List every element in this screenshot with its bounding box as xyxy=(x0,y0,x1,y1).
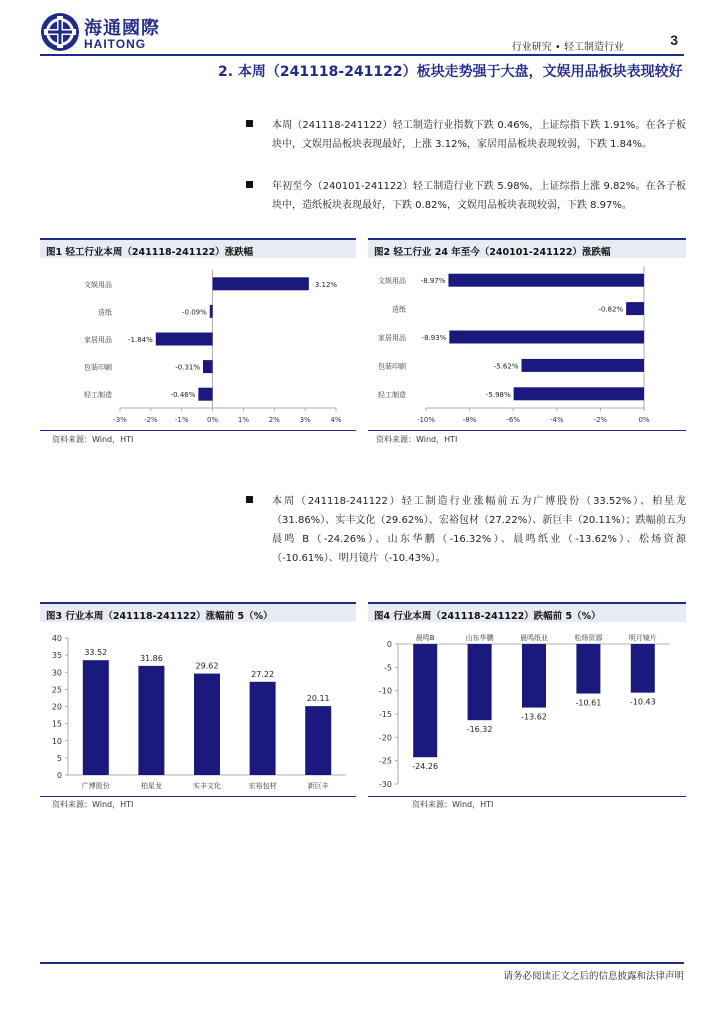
bar xyxy=(449,331,644,344)
category-label: 包装印刷 xyxy=(84,363,112,372)
bullet-weekly-performance xyxy=(246,116,686,154)
fig4-chart xyxy=(368,626,686,794)
bar xyxy=(522,644,546,708)
y-tick-label: 15 xyxy=(51,719,62,729)
category-label: 新巨丰 xyxy=(307,782,329,790)
y-tick-label: 20 xyxy=(51,702,62,712)
section-title-text: 本周（241118-241122）板块走势强于大盘，文娱用品板块表现较好 xyxy=(237,64,683,80)
y-tick-label: 5 xyxy=(56,753,62,763)
data-label: 20.11 xyxy=(306,694,330,704)
y-tick-label: 25 xyxy=(51,685,62,695)
category-label: 轻工制造 xyxy=(84,391,112,400)
data-label: -10.61 xyxy=(575,698,602,708)
x-tick-label: -2% xyxy=(593,416,608,424)
category-label: 实丰文化 xyxy=(193,782,221,790)
y-tick-label: 30 xyxy=(51,668,62,678)
fig1-bottom-rule xyxy=(40,430,356,431)
haitong-logo xyxy=(40,12,172,52)
x-tick-label: 3% xyxy=(299,416,311,424)
category-label: 文娱用品 xyxy=(84,280,112,289)
category-label: 造纸 xyxy=(98,308,112,317)
data-label: -8.93% xyxy=(421,334,447,342)
data-label: -8.97% xyxy=(420,277,446,286)
bullet-text: 年初至今（240101-241122）轻工制造行业下跌 5.98%，上证综指上涨 9.82%。在各子板块中，造纸板块表现最好，下跌 0.82%，文娱用品板块表现较弱，下跌 8.97%。 xyxy=(272,181,686,211)
haitong-emblem-icon xyxy=(40,12,80,52)
fig2-source: 资料来源：Wind，HTI xyxy=(376,435,458,444)
category-label: 轻工制造 xyxy=(378,390,406,399)
logo-chinese-text: 海通國際 xyxy=(84,18,160,39)
bar xyxy=(213,277,309,290)
page-number: 3 xyxy=(670,32,678,48)
bar xyxy=(626,302,644,315)
category-label: 晨鸣纸业 xyxy=(520,634,548,642)
category-label: 柏星龙 xyxy=(140,782,162,790)
x-tick-label: -8% xyxy=(462,416,477,424)
bar xyxy=(305,706,331,775)
bullet-text: 本周（241118-241122）轻工制造行业涨幅前五为广博股份（33.52%）、柏星龙（31.86%）、实丰文化（29.62%）、宏裕包材（27.22%）、新巨丰（20.11%）；跌幅前五为晨鸣 B（-24.26%）、山东华鹏（-16.32%）、晨鸣纸业（-13.62%）、松炀资源（-10.61%）、明月镜片（-10.43%）。 xyxy=(272,496,686,564)
data-label: 31.86 xyxy=(139,653,163,663)
category-label: 松炀资源 xyxy=(574,634,603,642)
fig2-chart xyxy=(368,262,686,428)
data-label: -5.98% xyxy=(485,390,511,399)
y-tick-label: -10 xyxy=(378,686,392,696)
category-label: 明月镜片 xyxy=(628,634,657,642)
bar xyxy=(250,682,276,775)
fig4-title: 图4 行业本周（241118-241122）跌幅前 5（%） xyxy=(368,602,686,622)
y-tick-label: -5 xyxy=(384,663,392,673)
bar xyxy=(156,333,213,346)
bullet-square-icon xyxy=(246,181,253,188)
fig4-bottom-rule xyxy=(368,796,686,797)
bar xyxy=(83,660,109,775)
bar xyxy=(448,274,644,287)
y-tick-label: 35 xyxy=(51,651,62,661)
x-tick-label: 0% xyxy=(638,416,650,424)
section-title xyxy=(218,62,688,82)
bar xyxy=(576,644,600,694)
bar xyxy=(194,674,220,775)
category-label: 山东华鹏 xyxy=(465,634,494,642)
category-label: 家居用品 xyxy=(84,336,112,344)
x-tick-label: 4% xyxy=(330,416,342,424)
category-label: 广博股份 xyxy=(81,782,110,790)
bullet-ytd-performance xyxy=(246,177,686,215)
bar xyxy=(198,388,212,401)
y-tick-label: -20 xyxy=(378,733,392,743)
category-label: 包装印刷 xyxy=(378,362,406,371)
bullet-top-movers xyxy=(246,492,686,568)
x-tick-label: -3% xyxy=(113,416,127,424)
category-label: 文娱用品 xyxy=(378,277,406,286)
bullet-text: 本周（241118-241122）轻工制造行业指数下跌 0.46%，上证综指下跌 1.91%。在各子板块中，文娱用品板块表现最好，上涨 3.12%，家居用品板块表现较弱，下跌 1.84%。 xyxy=(272,120,686,150)
fig3-bottom-rule xyxy=(40,796,356,797)
bar xyxy=(203,360,213,373)
x-tick-label: 1% xyxy=(237,416,249,424)
data-label: 27.22 xyxy=(251,669,275,679)
fig3-title: 图3 行业本周（241118-241122）涨幅前 5（%） xyxy=(40,602,356,622)
y-tick-label: -15 xyxy=(378,710,392,719)
header-divider xyxy=(40,54,684,56)
y-tick-label: 0 xyxy=(386,640,392,649)
y-tick-label: -25 xyxy=(378,756,392,766)
fig3-source: 资料来源：Wind，HTI xyxy=(52,800,134,809)
fig4-source: 资料来源：Wind，HTI xyxy=(412,800,494,809)
bar xyxy=(210,305,213,318)
fig2-bottom-rule xyxy=(368,430,686,431)
fig2-title: 图2 轻工行业 24 年至今（240101-241122）涨跌幅 xyxy=(368,238,686,258)
x-tick-label: -6% xyxy=(506,416,521,424)
data-label: 3.12% xyxy=(314,280,338,289)
data-label: 33.52 xyxy=(84,648,108,658)
footer-divider xyxy=(40,962,684,964)
fig3-chart xyxy=(40,626,356,794)
x-tick-label: -2% xyxy=(144,416,158,424)
data-label: -10.43 xyxy=(629,697,656,707)
fig1-chart xyxy=(40,262,356,428)
category-label: 造纸 xyxy=(392,305,406,314)
bar xyxy=(468,644,492,720)
fig1-title: 图1 轻工行业本周（241118-241122）涨跌幅 xyxy=(40,238,356,258)
fig1-source: 资料来源：Wind，HTI xyxy=(52,435,134,444)
x-tick-label: 0% xyxy=(207,416,219,424)
x-tick-label: 2% xyxy=(268,416,280,424)
data-label: -0.31% xyxy=(175,363,201,372)
category-label: 宏裕包材 xyxy=(248,782,277,790)
y-tick-label: -30 xyxy=(378,780,392,789)
category-label: 晨鸣B xyxy=(415,634,435,642)
bar xyxy=(514,387,644,400)
section-number: 2. xyxy=(218,64,234,80)
data-label: -0.82% xyxy=(598,305,624,314)
category-label: 家居用品 xyxy=(378,334,406,342)
x-tick-label: -1% xyxy=(174,416,189,424)
bullet-square-icon xyxy=(246,120,253,127)
bar xyxy=(413,644,437,757)
x-tick-label: -10% xyxy=(416,416,436,424)
y-tick-label: 10 xyxy=(51,736,62,746)
report-type: 行业研究 • 轻工制造行业 xyxy=(511,42,624,53)
y-tick-label: 40 xyxy=(51,634,62,643)
bar xyxy=(631,644,655,693)
x-tick-label: -4% xyxy=(549,416,564,424)
logo-english-text: HAITONG xyxy=(84,37,147,51)
data-label: -24.26 xyxy=(412,762,439,772)
data-label: -16.32 xyxy=(466,725,493,735)
data-label: -1.84% xyxy=(128,336,153,344)
bar xyxy=(521,359,644,372)
bullet-square-icon xyxy=(246,496,253,503)
footer-disclaimer: 请务必阅读正文之后的信息披露和法律声明 xyxy=(503,971,684,982)
y-tick-label: 0 xyxy=(56,771,62,780)
bar xyxy=(138,666,164,775)
data-label: -0.46% xyxy=(170,391,196,400)
data-label: -13.62 xyxy=(521,712,547,722)
data-label: 29.62 xyxy=(195,661,219,671)
data-label: -0.09% xyxy=(182,308,207,317)
data-label: -5.62% xyxy=(493,362,519,371)
